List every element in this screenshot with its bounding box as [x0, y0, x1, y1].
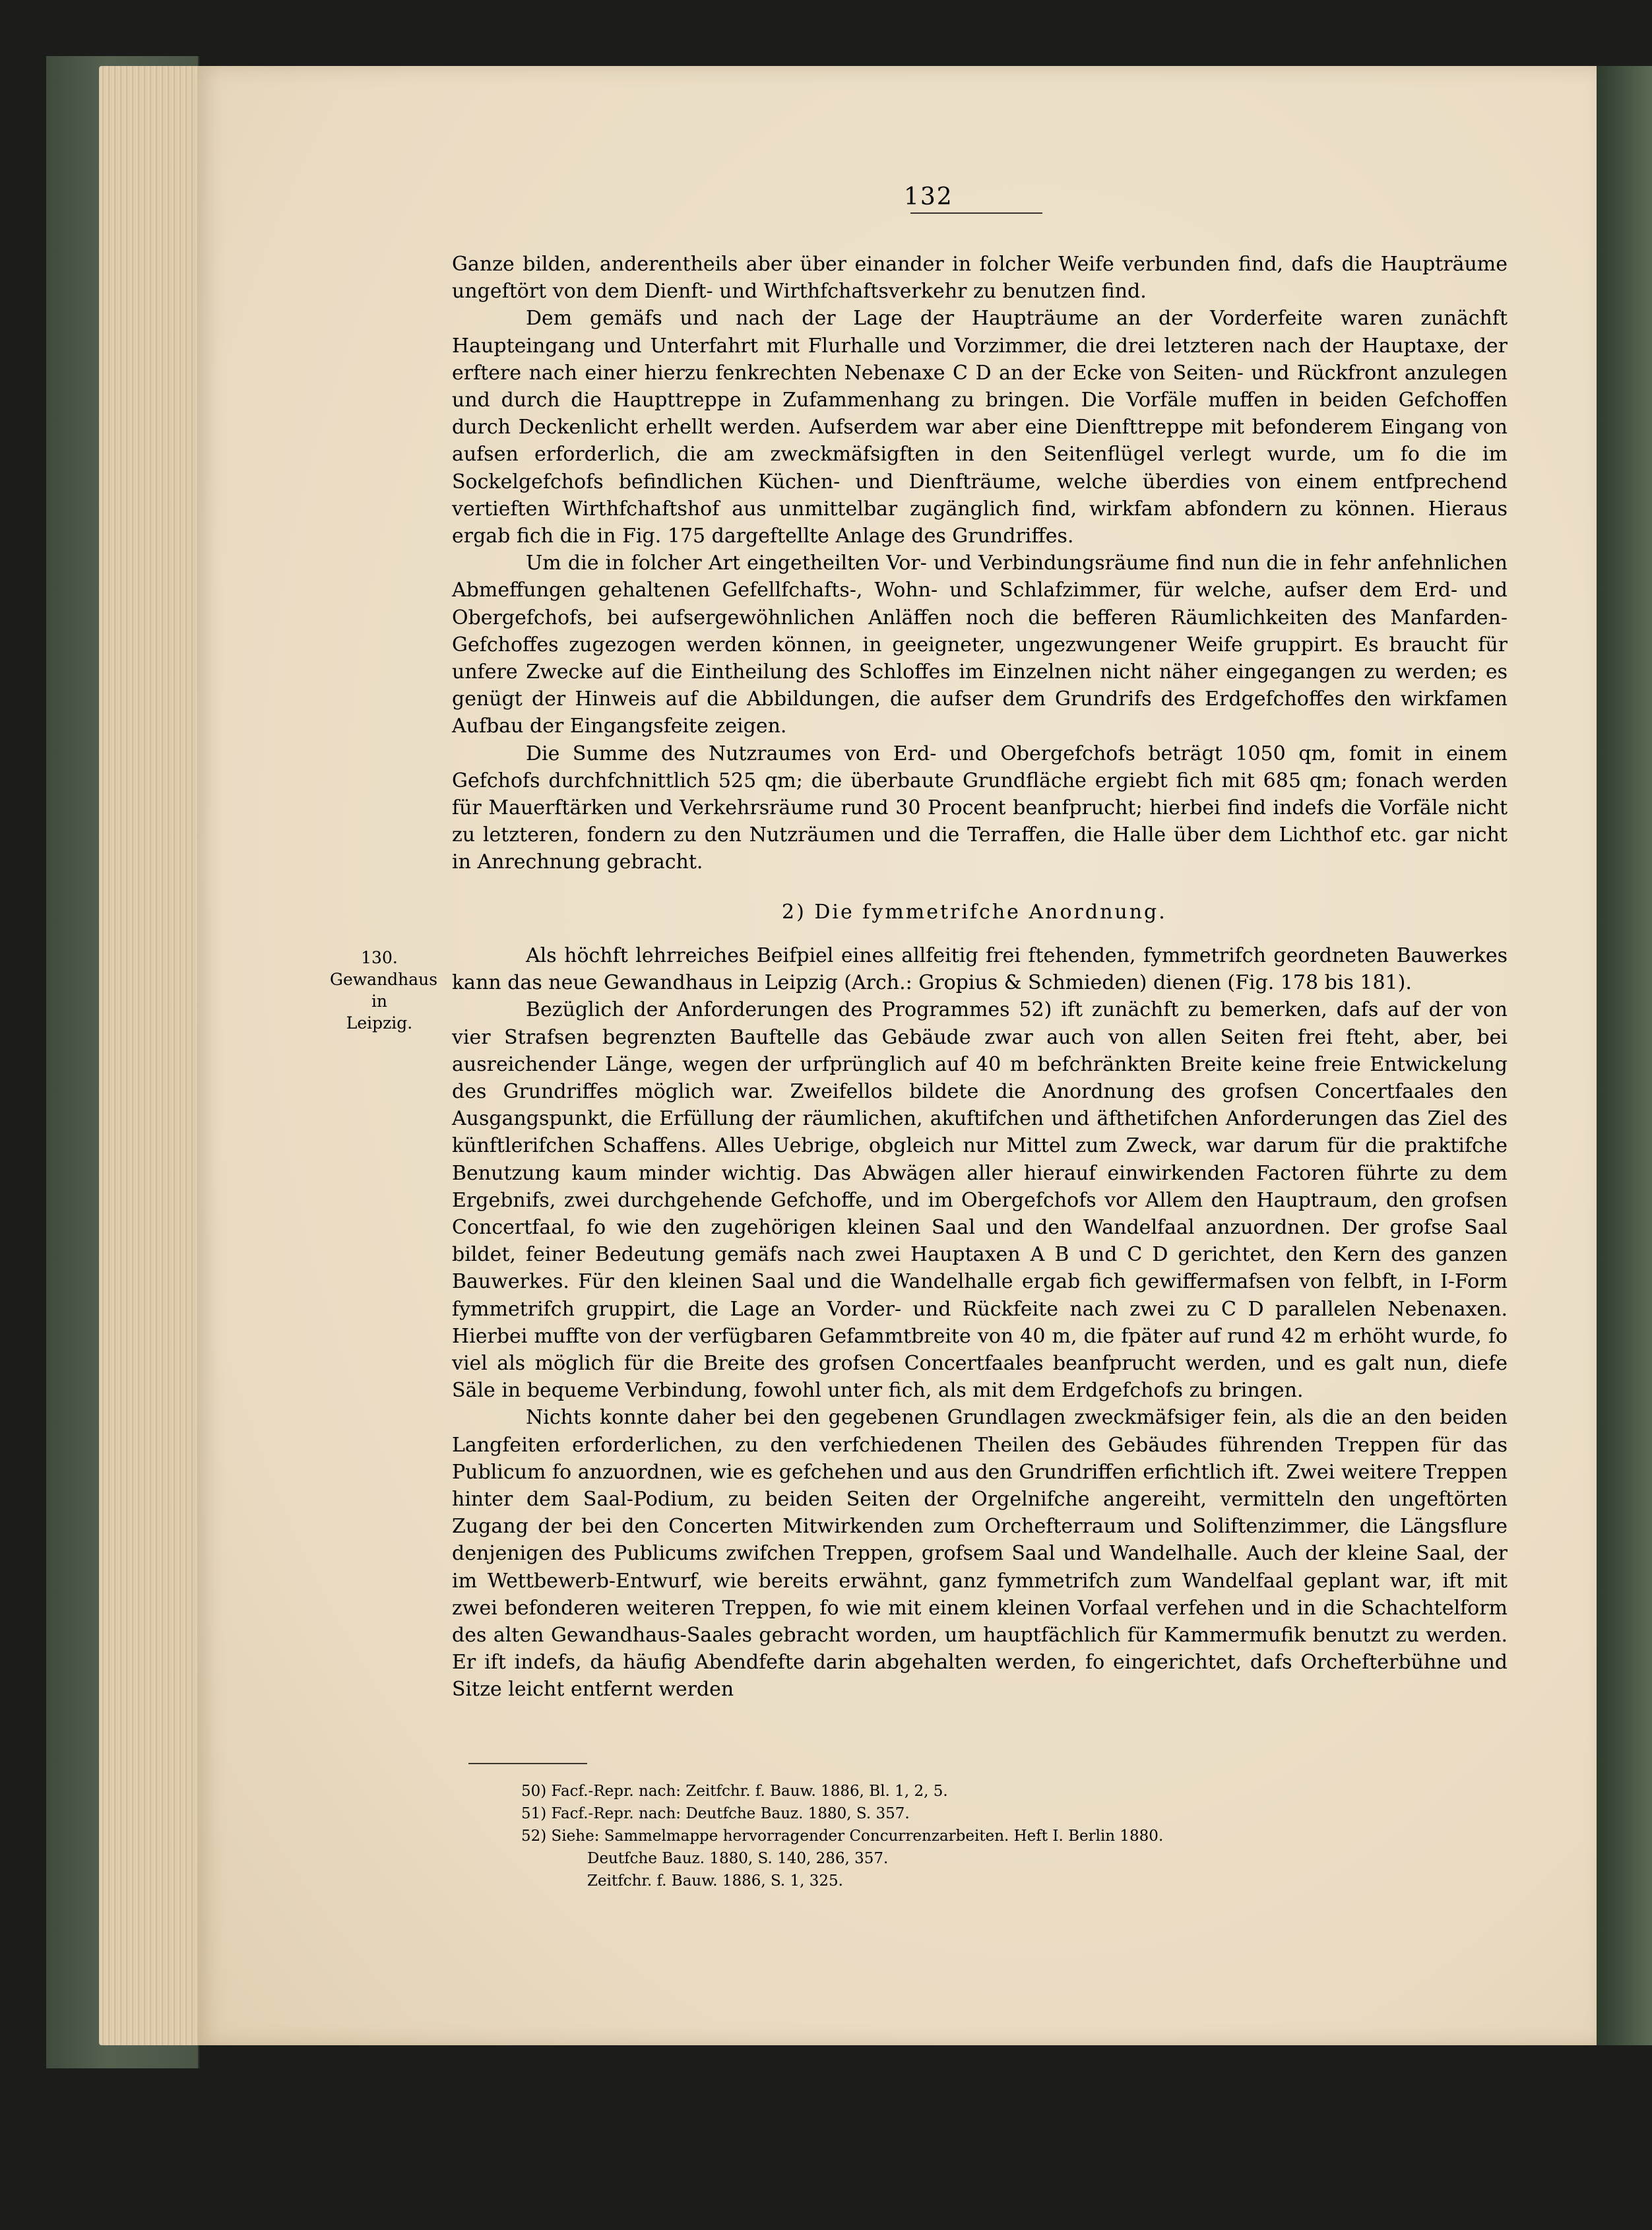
- footnotes: [521, 1780, 1163, 1892]
- footnote: 50) Facf.-Repr. nach: Zeitfchr. f. Bauw. 1886, Bl. 1, 2, 5.: [521, 1783, 948, 1800]
- paragraph: Bezüglich der Anforderungen des Programmes 52) ift zunächft zu bemerken, dafs auf der von vier Strafsen begrenzten Bauftelle das Gebäude zwar auch von allen Seiten frei fteht, aber, bei ausreichender Länge, wegen der urfprünglich auf 40 m befchränkten Breite keine freie Entwickelung des Grundriffes möglich war. Zweifellos bildete die Anordnung des grofsen Concertfaales den Ausgangspunkt, die Erfüllung der räumlichen, akuftifchen und äfthetifchen Anforderungen das Ziel des künftlerifchen Schaffens. Alles Uebrige, obgleich nur Mittel zum Zweck, war darum für die praktifche Benutzung kaum minder wichtig. Das Abwägen aller hierauf einwirkenden Factoren führte zu dem Ergebnifs, zwei durchgehende Gefchoffe, und im Obergefchofs vor Allem den Hauptraum, den grofsen Concertfaal, fo wie den zugehörigen kleinen Saal und den Wandelfaal anzuordnen. Der grofse Saal bildet, feiner Bedeutung gemäfs nach zwei Hauptaxen A B und C D gerichtet, den Kern des ganzen Bauwerkes. Für den kleinen Saal und die Wandelhalle ergab fich gewiffermafsen von felbft, in I-Form fymmetrifch gruppirt, die Lage an Vorder- und Rückfeite nach zwei zu C D parallelen Nebenaxen. Hierbei muffte von der verfügbaren Gefammtbreite von 40 m, die fpäter auf rund 42 m erhöht wurde, fo viel als möglich für die Breite des grofsen Concertfaales beanfprucht werden, und es galt nun, diefe Säle in bequeme Verbindung, fowohl unter fich, als mit dem Erdgefchofs zu bringen.: [452, 998, 1508, 1403]
- section-heading: 2) Die fymmetrifche Anordnung.: [782, 901, 1167, 924]
- book-binding-right: [1597, 66, 1652, 2045]
- page-number-rule: [910, 212, 1042, 214]
- paragraph: Dem gemäfs und nach der Lage der Haupträume an der Vorderfeite waren zunächft Haupteingang und Unterfahrt mit Flurhalle und Vorzimmer, die drei letzteren nach der Hauptaxe, der erftere nach einer hierzu fenkrechten Nebenaxe C D an der Ecke von Seiten- und Rückfront anzulegen und durch die Haupttreppe in Zufammenhang zu bringen. Die Vorfäle muffen in beiden Gefchoffen durch Deckenlicht erhellt werden. Aufserdem war aber eine Dienfttreppe mit befonderem Eingang von aufsen erforderlich, die am zweckmäfsigften in den Seitenflügel verlegt wurde, um fo die im Sockelgefchofs befindlichen Küchen- und Dienfträume, welche überdies von einem entfprechend vertieften Wirthfchaftshof aus unmittelbar zugänglich find, wirkfam abfondern zu können. Hieraus ergab fich die in Fig. 175 dargeftellte Anlage des Grundriffes.: [452, 307, 1508, 548]
- marginal-note: [330, 947, 438, 1034]
- footnote-continuation: Zeitfchr. f. Bauw. 1886, S. 1, 325.: [587, 1872, 843, 1890]
- text-block-top: [452, 251, 1508, 876]
- marginal-note-line: in: [371, 992, 388, 1011]
- paragraph: Als höchft lehrreiches Beifpiel eines allfeitig frei ftehenden, fymmetrifch geordneten Bauwerkes kann das neue Gewandhaus in Leipzig (Arch.: Gropius & Schmieden) dienen (Fig. 178 bis 181).: [452, 944, 1508, 995]
- marginal-note-number: 130.: [361, 948, 398, 967]
- footnote-rule: [468, 1763, 587, 1764]
- footnote: 52) Siehe: Sammelmappe hervorragender Concurrenzarbeiten. Heft I. Berlin 1880.: [521, 1828, 1164, 1845]
- paragraph: Die Summe des Nutzraumes von Erd- und Obergefchofs beträgt 1050 qm, fomit in einem Gefchofs durchfchnittlich 525 qm; die überbaute Grundfläche ergiebt fich mit 685 qm; fonach werden für Mauerftärken und Verkehrsräume rund 30 Procent beanfprucht; hierbei find indefs die Vorfäle nicht zu letzteren, fondern zu den Nutzräumen und die Terraffen, die Halle über dem Lichthof etc. gar nicht in Anrechnung gebracht.: [452, 742, 1508, 874]
- footnote: 51) Facf.-Repr. nach: Deutfche Bauz. 1880, S. 357.: [521, 1805, 910, 1822]
- paragraph: Nichts konnte daher bei den gegebenen Grundlagen zweckmäfsiger fein, als die an den beiden Langfeiten erforderlichen, zu den verfchiedenen Theilen des Gebäudes führenden Treppen für das Publicum fo anzuordnen, wie es gefchehen und aus den Grundriffen erfichtlich ift. Zwei weitere Treppen hinter dem Saal-Podium, zu beiden Seiten der Orgelnifche angereiht, vermitteln den ungeftörten Zugang der bei den Concerten Mitwirkenden zum Orchefterraum und Soliftenzimmer, die Längsflure denjenigen des Publicums zwifchen Treppen, grofsem Saal und Wandelhalle. Auch der kleine Saal, der im Wettbewerb-Entwurf, wie bereits erwähnt, ganz fymmetrifch zum Wandelfaal geplant war, ift mit zwei befonderen weiteren Treppen, fo wie mit einem kleinen Vorfaal verfehen und in die Schachtelform des alten Gewandhaus-Saales gebracht worden, um hauptfächlich für Kammermufik benutzt zu werden. Er ift indefs, da häufig Abendfefte darin abgehalten werden, fo eingerichtet, dafs Orchefterbühne und Sitze leicht entfernt werden: [452, 1406, 1508, 1702]
- paragraph: Um die in folcher Art eingetheilten Vor- und Verbindungsräume find nun die in fehr anfehnlichen Abmeffungen gehaltenen Gefellfchafts-, Wohn- und Schlafzimmer, für welche, aufser dem Erd- und Obergefchofs, bei aufsergewöhnlichen Anläffen noch die befferen Räumlichkeiten des Manfarden-Gefchoffes zugezogen werden können, in geeigneter, ungezwungener Weife gruppirt. Es braucht für unfere Zwecke auf die Eintheilung des Schloffes im Einzelnen nicht näher eingegangen zu werden; es genügt der Hinweis auf die Abbildungen, die aufser dem Grundrifs des Erdgefchoffes den wirkfamen Aufbau der Eingangsfeite zeigen.: [452, 552, 1508, 738]
- marginal-note-line: Leipzig.: [346, 1013, 413, 1033]
- page-number: 132: [904, 183, 953, 210]
- text-block-bottom: [452, 942, 1508, 1704]
- marginal-note-line: Gewandhaus: [330, 970, 438, 989]
- paragraph: Ganze bilden, anderentheils aber über einander in folcher Weife verbunden find, dafs die Haupträume ungeftört von dem Dienft- und Wirthfchaftsverkehr zu benutzen find.: [452, 253, 1508, 303]
- footnote-continuation: Deutfche Bauz. 1880, S. 140, 286, 357.: [587, 1850, 889, 1867]
